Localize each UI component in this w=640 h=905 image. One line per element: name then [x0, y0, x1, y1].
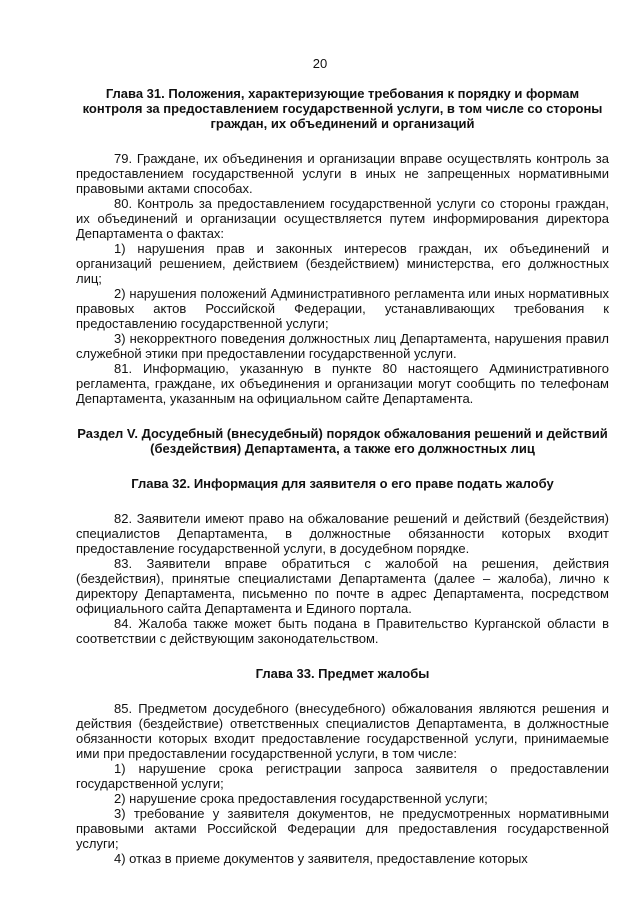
paragraph-82: 82. Заявители имеют право на обжалование решений и действий (бездействия) специалистов Департамента, в должностные обязанности которых входит предоставление государственной услуги, в досудебном порядке. — [76, 511, 609, 556]
paragraph-83: 83. Заявители вправе обратиться с жалобой на решения, действия (бездействия), принятые специалистами Департамента (далее – жалоба), лично к директору Департамента, письменно по почте в адрес Департамента, посредством официального сайта Департамента и Единого портала. — [76, 556, 609, 616]
document-body — [76, 86, 609, 866]
chapter-31-heading: Глава 31. Положения, характеризующие требования к порядку и формам контроля за предоставлением государственной услуги, в том числе со стороны граждан, их объединений и организаций — [82, 86, 603, 131]
list-item-85-3: 3) требование у заявителя документов, не предусмотренных нормативными правовыми актами Российской Федерации для предоставления государственной услуги; — [76, 806, 609, 851]
list-item-80-2: 2) нарушения положений Административного регламента или иных нормативных правовых актов Российской Федерации, устанавливающих требования к предоставлению государственной услуги; — [76, 286, 609, 331]
chapter-32-heading: Глава 32. Информация для заявителя о его праве подать жалобу — [131, 476, 554, 491]
paragraph-85: 85. Предметом досудебного (внесудебного) обжалования являются решения и действия (бездействие) ответственных специалистов Департамента, в должностные обязанности которых входит предоставление государственной услуги, принимаемые ими при предоставлении государственной услуги, в том числе: — [76, 701, 609, 761]
paragraph-81: 81. Информацию, указанную в пункте 80 настоящего Административного регламента, граждане, их объединения и организации могут сообщить по телефонам Департамента, указанным на официальном сайте Департамента. — [76, 361, 609, 406]
list-item-80-1: 1) нарушения прав и законных интересов граждан, их объединений и организаций решением, действием (бездействием) министерства, его должностных лиц; — [76, 241, 609, 286]
list-item-85-4: 4) отказ в приеме документов у заявителя, предоставление которых — [114, 851, 528, 866]
section-v-heading: Раздел V. Досудебный (внесудебный) порядок обжалования решений и действий (бездействия) Департамента, а также его должностных лиц — [77, 426, 608, 456]
list-item-80-3: 3) некорректного поведения должностных лиц Департамента, нарушения правил служебной этики при предоставлении государственной услуги. — [76, 331, 609, 361]
page-number: 20 — [312, 56, 328, 71]
paragraph-84: 84. Жалоба также может быть подана в Правительство Курганской области в соответствии с действующим законодательством. — [76, 616, 609, 646]
list-item-85-2: 2) нарушение срока предоставления государственной услуги; — [114, 791, 488, 806]
list-item-85-1: 1) нарушение срока регистрации запроса заявителя о предоставлении государственной услуги; — [76, 761, 609, 791]
paragraph-80: 80. Контроль за предоставлением государственной услуги со стороны граждан, их объединений и организации осуществляется путем информирования директора Департамента о фактах: — [76, 196, 609, 241]
chapter-33-heading: Глава 33. Предмет жалобы — [255, 666, 430, 681]
paragraph-79: 79. Граждане, их объединения и организации вправе осуществлять контроль за предоставлением государственной услуги в иных не запрещенных нормативными правовыми актами способах. — [76, 151, 609, 196]
